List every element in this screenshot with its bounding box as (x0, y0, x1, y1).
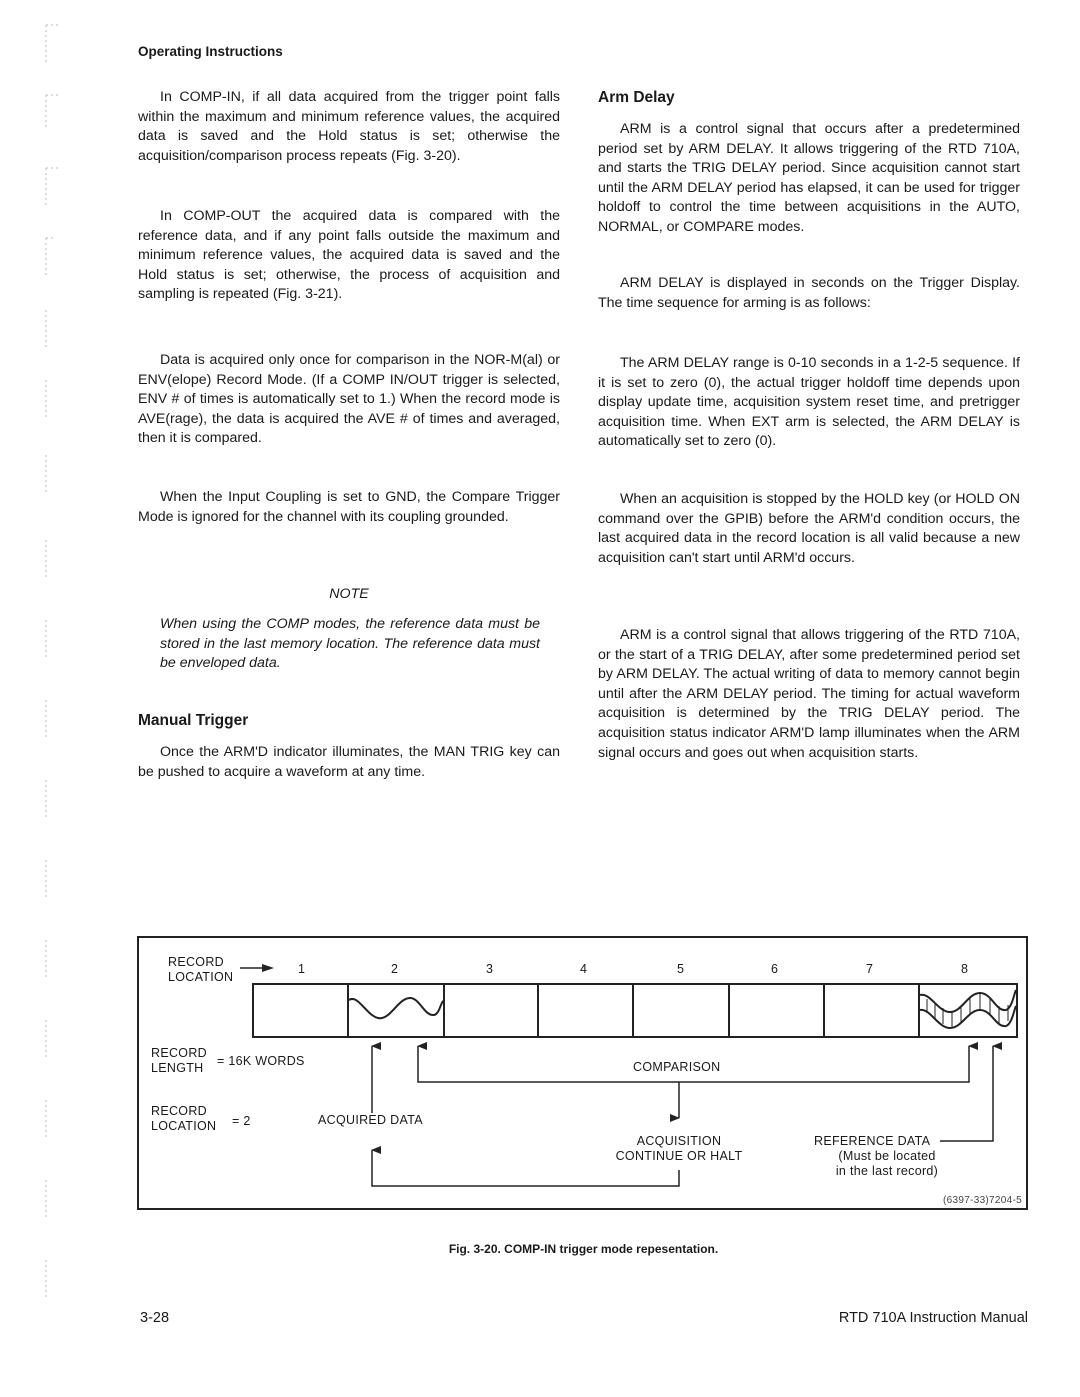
paragraph-comp-in: In COMP-IN, if all data acquired from the trigger point falls within the maximum and minimum reference values, the acquired data is saved and the Hold status is set; otherwise the acquisition/comparison process repeats (Fig. 3-20). (138, 89, 560, 164)
record-length-label: RECORD LENGTH (151, 1046, 207, 1075)
note-body: When using the COMP modes, the reference data must be stored in the last memory location. The reference data must be enveloped data. (160, 616, 540, 672)
reference-data-label: REFERENCE DATA (Must be located in the last record) (814, 1134, 939, 1178)
location-2: 2 (391, 962, 399, 976)
paragraph-comp-out: In COMP-OUT the acquired data is compared with the reference data, and if any point falls outside the maximum and minimum reference values, the acquired data is saved and the Hold status is set; otherwise, the process of acquisition and sampling is repeated (Fig. 3-21). (138, 208, 560, 303)
paragraph-hold: When an acquisition is stopped by the HOLD key (or HOLD ON command over the GPIB) before the ARM'd condition occurs, the last acquired data in the record location is all valid because a new acquisition can't start until ARM'd occurs. (598, 491, 1020, 566)
paragraph-arm-display: ARM DELAY is displayed in seconds on the Trigger Display. The time sequence for arming is as follows: (598, 275, 1020, 311)
paragraph-arm-signal: ARM is a control signal that occurs after a predetermined period set by ARM DELAY. It allows triggering of the RTD 710A, and starts the TRIG DELAY period. Since acquisition cannot start until the ARM DELAY period has elapsed, it can be used for trigger holdoff to control the time between acquisitions in the AUTO, NORMAL, or COMPARE modes. (598, 121, 1020, 235)
record-location-setting-value: = 2 (232, 1114, 251, 1128)
paragraph-arm-control: ARM is a control signal that allows triggering of the RTD 710A, or the start of a TRIG DELAY, after some predetermined period set by ARM DELAY. The actual writing of data to memory cannot begin until after the ARM DELAY period. The timing for actual waveform acquisition is determined by the TRIG DELAY period. The acquisition status indicator ARM'D lamp illuminates when the ARM signal occurs and goes out when acquisition starts. (598, 627, 1020, 761)
location-8: 8 (961, 962, 969, 976)
record-location-arrow-icon (240, 964, 274, 972)
comparison-label: COMPARISON (633, 1060, 721, 1074)
record-location-label: RECORD LOCATION (168, 955, 234, 984)
paragraph-input-coupling: When the Input Coupling is set to GND, the Compare Trigger Mode is ignored for the channel with its coupling grounded. (138, 489, 560, 525)
figure-caption: Fig. 3-20. COMP-IN trigger mode repesentation. (448, 1242, 719, 1256)
reference-envelope-icon (920, 990, 1016, 1028)
location-3: 3 (486, 962, 494, 976)
acquisition-label: ACQUISITION CONTINUE OR HALT (615, 1134, 743, 1163)
paragraph-record-mode: Data is acquired only once for comparison in the NOR-M(al) or ENV(elope) Record Mode. (If a COMP IN/OUT trigger is selected, ENV # of times is automatically set to 1.) When the record mode is AVE(rage), the data is acquired the AVE # of times and averaged, then it is compared. (138, 352, 560, 447)
acquired-waveform-icon (349, 998, 444, 1018)
heading-manual-trigger: Manual Trigger (138, 712, 249, 729)
manual-title: RTD 710A Instruction Manual (838, 1310, 1028, 1326)
paragraph-arm-range: The ARM DELAY range is 0-10 seconds in a 1-2-5 sequence. If it is set to zero (0), the actual trigger holdoff time depends upon display update time, acquisition system reset time, and pretrigger acquisition time. When EXT arm is selected, the ARM DELAY is automatically set to zero (0). (598, 355, 1020, 450)
running-header: Operating Instructions (138, 44, 283, 59)
figure-code: (6397-33)7204-5 (943, 1195, 1022, 1206)
page-number: 3-28 (140, 1310, 170, 1326)
note-title: NOTE (329, 586, 369, 602)
location-5: 5 (677, 962, 685, 976)
acquired-data-label: ACQUIRED DATA (318, 1113, 423, 1127)
paragraph-manual-trigger: Once the ARM'D indicator illuminates, the MAN TRIG key can be pushed to acquire a waveform at any time. (138, 744, 560, 780)
location-1: 1 (298, 962, 306, 976)
heading-arm-delay: Arm Delay (598, 89, 675, 106)
record-length-value: = 16K WORDS (217, 1054, 305, 1068)
location-4: 4 (580, 962, 588, 976)
location-7: 7 (866, 962, 874, 976)
record-location-setting-label: RECORD LOCATION (151, 1104, 217, 1133)
location-6: 6 (771, 962, 779, 976)
